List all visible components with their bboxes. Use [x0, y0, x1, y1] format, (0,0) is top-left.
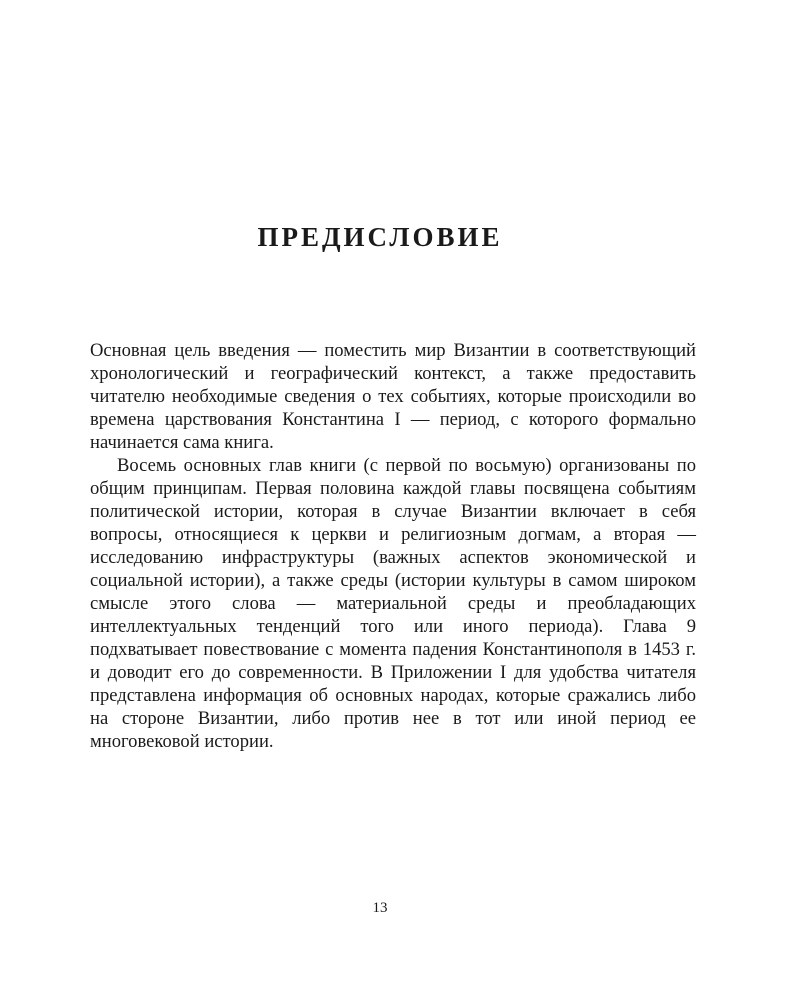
- chapter-title: ПРЕДИСЛОВИЕ: [257, 222, 503, 252]
- page-number: 13: [372, 900, 388, 916]
- paragraph-1: Основная цель введения — поместить мир Византии в соответствующий хронологический и географический контекст, а также предоставить читателю необходимые сведения о тех событиях, которые происходили во времена царствования Константина I — период, с которого формально начинается сама книга.: [90, 340, 696, 453]
- paragraph-2: Восемь основных глав книги (с первой по восьмую) организованы по общим принципам. Первая половина каждой главы посвящена событиям политической истории, которая в случае Византии включает в себя вопросы, относящиеся к церкви и религиозным догмам, а вторая — исследованию инфраструктуры (важных аспектов экономической и социальной истории), а также среды (истории культуры в самом широком смысле этого слова — материальной среды и преобладающих интеллектуальных тенденций того или иного периода). Глава 9 подхватывает повествование с момента падения Константинополя в 1453 г. и доводит его до современности. В Приложении I для удобства читателя представлена информация об основных народах, которые сражались либо на стороне Византии, либо против нее в тот или иной период ее многовековой истории.: [90, 455, 696, 752]
- body-text: [90, 339, 696, 753]
